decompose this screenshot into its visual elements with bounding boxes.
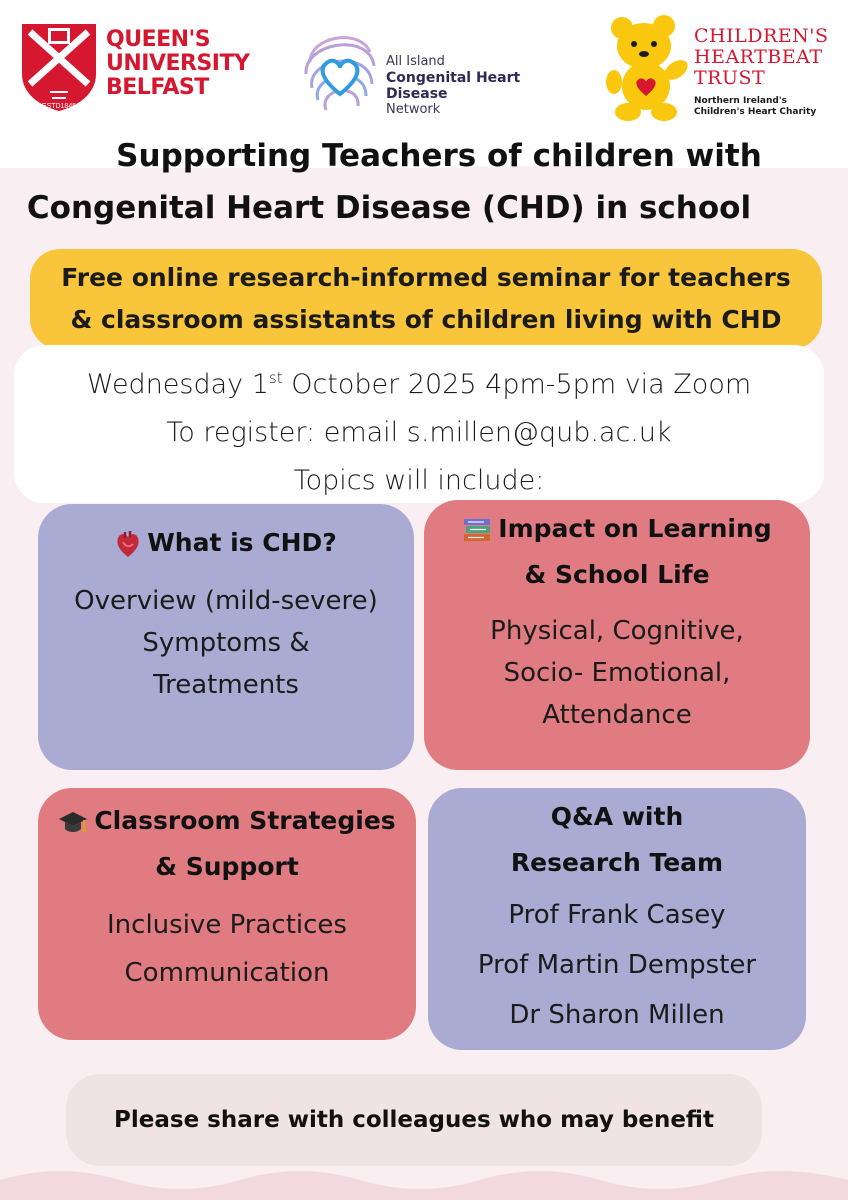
heartbeat-trust-logo — [600, 14, 836, 126]
page-title-line1: Supporting Teachers of children with — [116, 138, 762, 174]
topic-line: Communication — [124, 958, 330, 988]
topic-card-classroom-strategies — [38, 788, 416, 1040]
graduation-cap-icon — [58, 809, 88, 835]
heartbeat-tagline — [694, 96, 816, 118]
topic-line: Socio- Emotional, — [503, 658, 731, 688]
topic-line: Prof Martin Dempster — [477, 950, 757, 980]
qub-estd: ESTD1845 — [41, 103, 77, 110]
qub-wordmark — [106, 28, 249, 100]
topic-card-what-is-chd — [38, 504, 414, 770]
seminar-banner — [30, 249, 822, 349]
event-date: Wednesday 1st October 2025 4pm-5pm via Zoom — [86, 369, 752, 400]
banner-line2: & classroom assistants of children living with CHD — [70, 305, 782, 334]
topic-heading: Impact on Learning — [424, 506, 810, 552]
footer-wave — [0, 1160, 848, 1200]
chd-network-wordmark — [386, 54, 580, 118]
topic-line: Physical, Cognitive, — [490, 616, 744, 646]
qub-line3: BELFAST — [106, 75, 209, 100]
share-footer: Please share with colleagues who may benefit — [66, 1074, 762, 1166]
heartbeat-wordmark — [694, 26, 829, 89]
topics-intro: Topics will include: — [293, 465, 545, 496]
qub-line1: QUEEN'S — [106, 27, 211, 52]
qub-line2: UNIVERSITY — [106, 51, 250, 76]
chd-network-logo — [300, 22, 580, 122]
topic-line: Dr Sharon Millen — [509, 1000, 725, 1030]
topic-line: Prof Frank Casey — [508, 900, 726, 930]
fingerprint-heart-icon — [300, 22, 380, 122]
event-info — [14, 345, 824, 503]
topic-heading-line2: Research Team — [510, 848, 724, 877]
heartbeat-sub2: Children's Heart Charity — [694, 107, 817, 117]
heartbeat-line3: TRUST — [694, 67, 766, 89]
heartbeat-line1: CHILDREN'S — [694, 25, 829, 47]
books-icon — [462, 517, 492, 543]
topic-heading-line2: & School Life — [524, 560, 710, 589]
topic-card-qa — [428, 788, 806, 1050]
page-title-line2: Congenital Heart Disease (CHD) in school — [26, 190, 752, 226]
qub-shield-icon — [20, 22, 98, 112]
topic-heading: Q&A with — [550, 802, 684, 831]
anatomical-heart-icon — [115, 530, 141, 558]
topic-heading: Classroom Strategies — [38, 798, 416, 844]
banner-line1: Free online research-informed seminar for teachers — [61, 263, 791, 292]
topic-card-impact-learning — [424, 500, 810, 770]
topic-line: Inclusive Practices — [107, 910, 347, 940]
chd-network-line3: Network — [386, 102, 441, 117]
heartbeat-sub1: Northern Ireland's — [694, 96, 787, 106]
topic-line: Attendance — [542, 700, 692, 730]
chd-network-line2: Congenital Heart Disease — [386, 70, 521, 102]
topic-heading: What is CHD? — [38, 520, 414, 566]
topic-heading-line2: & Support — [155, 852, 299, 881]
register-line: To register: email s.millen@qub.ac.uk — [166, 417, 672, 448]
topic-line: Symptoms & — [142, 628, 310, 658]
teddy-bear-icon — [600, 14, 692, 124]
qub-logo — [20, 22, 270, 112]
topic-line: Treatments — [153, 670, 299, 700]
chd-network-line1: All Island — [386, 54, 445, 69]
heartbeat-line2: HEARTBEAT — [694, 46, 823, 68]
topic-line: Overview (mild-severe) — [74, 586, 378, 616]
